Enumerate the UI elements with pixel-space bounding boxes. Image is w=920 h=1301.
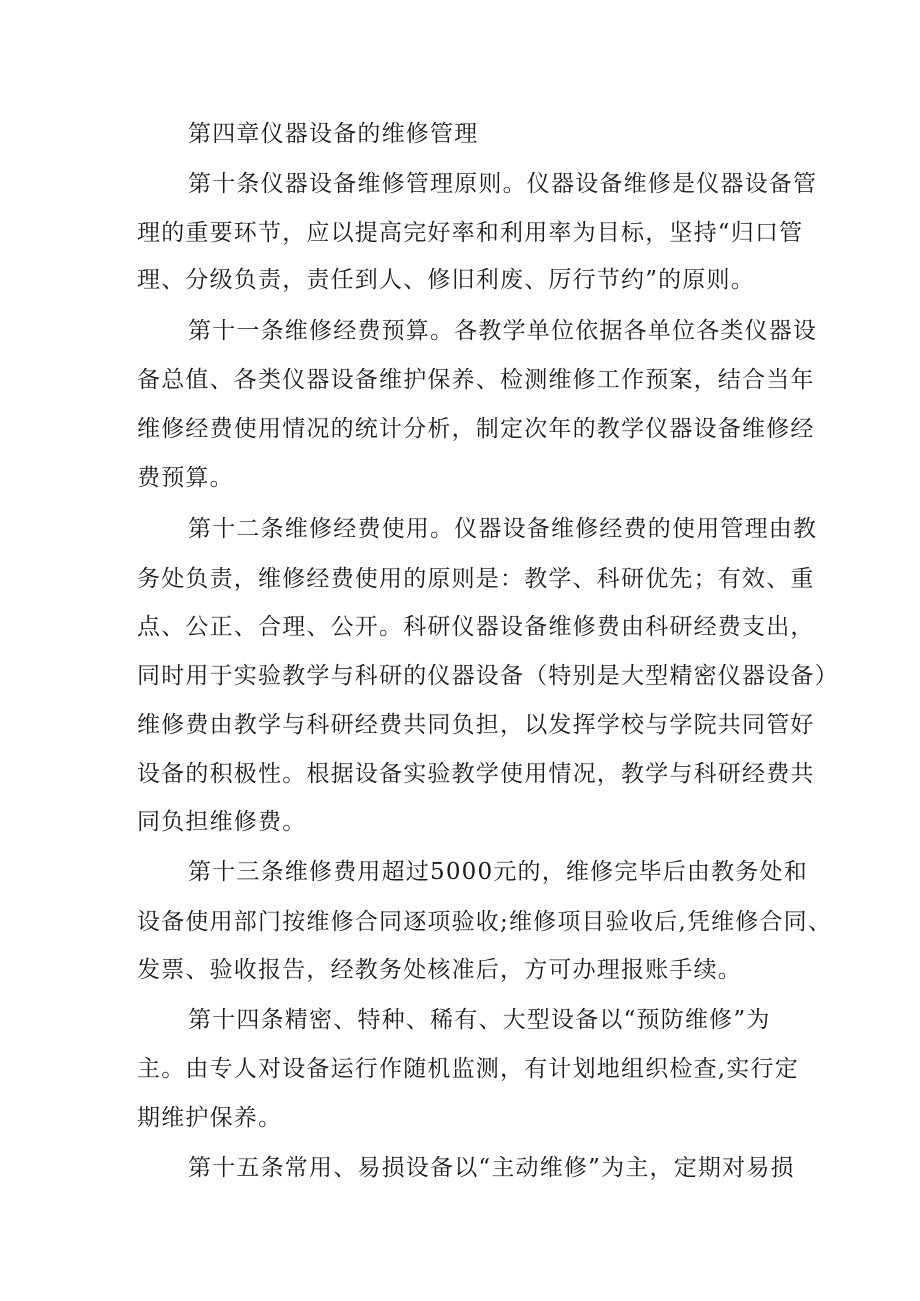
article-10-line-1: 第十条仪器设备维修管理原则。仪器设备维修是仪器设备管 [188, 171, 818, 197]
article-14-line-2: 主。由专人对设备运行作随机监测，有计划地组织检查,实行定 [137, 1056, 799, 1082]
article-13-line-3: 发票、验收报告，经教务处核准后，方可办理报账手续。 [137, 957, 742, 983]
article-12-line-1: 第十二条维修经费使用。仪器设备维修经费的使用管理由教 [188, 516, 818, 542]
article-10-line-2: 理的重要环节，应以提高完好率和利用率为目标，坚持“归口管 [137, 220, 804, 246]
article-11-line-1: 第十一条维修经费预算。各教学单位依据各单位各类仪器设 [188, 318, 818, 344]
article-14-line-3: 期维护保养。 [137, 1105, 283, 1131]
article-13-line-1: 第十三条维修费用超过5000元的，维修完毕后由教务处和 [188, 859, 808, 885]
chapter-heading: 第四章仪器设备的维修管理 [188, 121, 479, 147]
article-12-line-3: 点、公正、合理、公开。科研仪器设备维修费由科研经费支出， [137, 614, 815, 640]
article-12-line-6: 设备的积极性。根据设备实验教学使用情况，教学与科研经费共 [137, 761, 815, 787]
article-15-line-1: 第十五条常用、易损设备以“主动维修”为主，定期对易损 [188, 1155, 795, 1181]
article-13-line-2: 设备使用部门按维修合同逐项验收;维修项目验收后,凭维修合同、 [137, 909, 833, 935]
article-11-line-4: 费预算。 [137, 465, 234, 491]
article-12-line-4: 同时用于实验教学与科研的仪器设备（特别是大型精密仪器设备） [137, 663, 839, 689]
article-10-line-3: 理、分级负责，责任到人、修旧利废、厉行节约”的原则。 [137, 267, 755, 293]
article-11-line-3: 维修经费使用情况的统计分析，制定次年的教学仪器设备维修经 [137, 416, 815, 442]
article-12-line-5: 维修费由教学与科研经费共同负担，以发挥学校与学院共同管好 [137, 712, 815, 738]
article-11-line-2: 备总值、各类仪器设备维护保养、检测维修工作预案，结合当年 [137, 367, 815, 393]
article-14-line-1: 第十四条精密、特种、稀有、大型设备以“预防维修”为 [188, 1007, 771, 1033]
article-12-line-7: 同负担维修费。 [137, 809, 307, 835]
article-12-line-2: 务处负责，维修经费使用的原则是：教学、科研优先；有效、重 [137, 566, 815, 592]
